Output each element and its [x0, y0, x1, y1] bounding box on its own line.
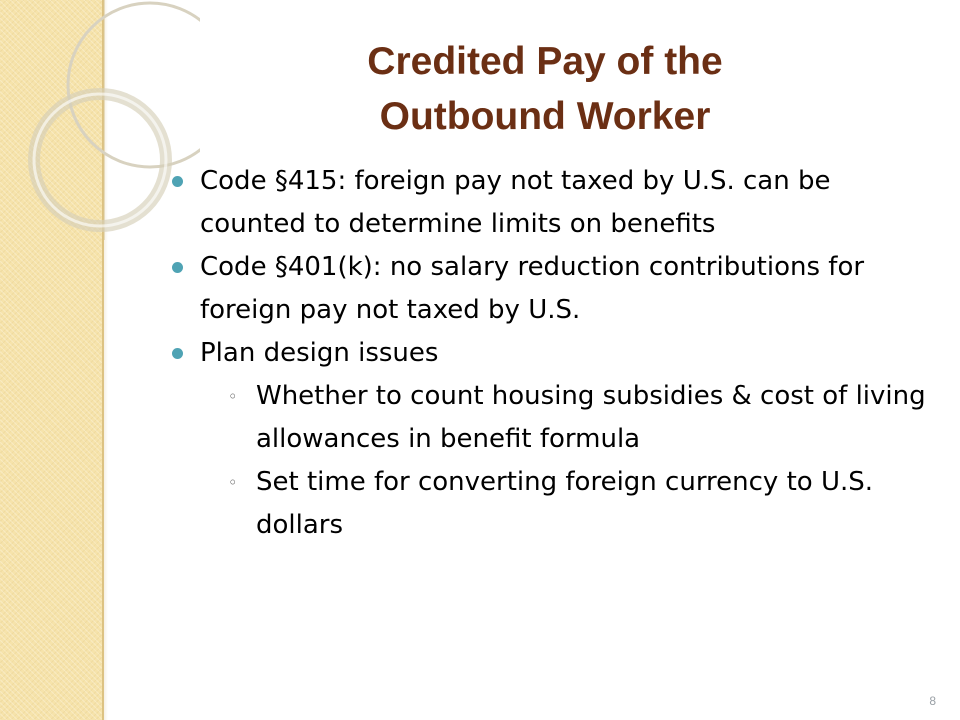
slide-title — [200, 34, 890, 144]
bullet-text: Code §415: foreign pay not taxed by U.S. can be counted to determine limits on benefits — [200, 166, 831, 239]
hollow-circle-bullet-icon: ◦ — [228, 387, 238, 406]
bullet-item — [172, 332, 932, 547]
slide-body — [172, 160, 932, 547]
slide-title-line-2: Outbound Worker — [379, 95, 711, 138]
bullet-dot-icon — [172, 262, 183, 273]
sub-bullet-text: Whether to count housing subsidies & cost of living allowances in benefit formula — [256, 381, 926, 454]
bullet-item — [172, 246, 932, 332]
bullet-item — [172, 160, 932, 246]
bullet-dot-icon — [172, 348, 183, 359]
decorative-side-band — [0, 0, 104, 720]
sub-bullet-item — [228, 375, 932, 461]
sub-bullet-item — [228, 461, 932, 547]
bullet-text: Code §401(k): no salary reduction contributions for foreign pay not taxed by U.S. — [200, 252, 865, 325]
hollow-circle-bullet-icon: ◦ — [228, 473, 238, 492]
page-number: 8 — [929, 694, 936, 708]
bullet-text: Plan design issues — [200, 338, 439, 368]
bullet-dot-icon — [172, 176, 183, 187]
sub-bullet-text: Set time for converting foreign currency to U.S. dollars — [256, 467, 874, 540]
bullet-list — [172, 160, 932, 547]
sub-bullet-list — [200, 375, 932, 547]
slide-title-line-1: Credited Pay of the — [367, 40, 723, 83]
